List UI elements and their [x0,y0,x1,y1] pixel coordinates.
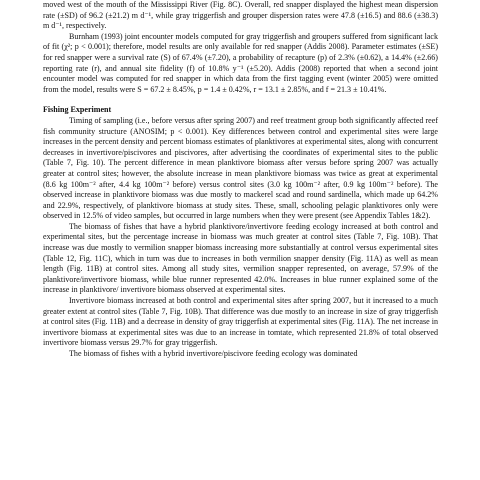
paragraph-dispersion-rates: moved west of the mouth of the Mississippi River (Fig. 8C). Overall, red snapper displayed the highest mean dispersion rate (±SD) of 96.2 (±21.2) m d⁻¹, while gray triggerfish and grouper dispersion rates were 47.8 (±16.5) and 88.6 (±38.3) m d⁻¹, respectively. [43,0,438,31]
paragraph-joint-encounter-models: Burnham (1993) joint encounter models computed for gray triggerfish and groupers suffered from significant lack of fit (χ²; p < 0.001); therefore, model results are only available for red snapper (Addis 2008). Parameter estimates (±SE) for red snapper were a survival rate (S) of 67.4% (±7.20), a probability of recapture (p) of 2.3% (±0.62), a 14.4% (±2.66) reporting rate (r), and annual site fidelity (f) of 10.8% y⁻¹ (±5.20). Addis (2008) reported that when a second joint encounter model was computed for red snapper in which data from the first tagging event (winter 2005) were omitted from the model, results were S = 67.2 ± 8.45%, p = 1.4 ± 0.42%, r = 13.1 ± 2.85%, and f = 21.3 ± 10.41%. [43,31,438,94]
paragraph-invertivore-piscivore-biomass: The biomass of fishes with a hybrid invertivore/piscivore feeding ecology was dominated [69,349,358,358]
paragraph-invertivore-biomass: Invertivore biomass increased at both control and experimental sites after spring 2007, but it increased to a much greater extent at control sites (Table 7, Fig. 10B). That difference was due mostly to an increase in size of gray triggerfish at control sites (Fig. 11B) and a decrease in density of gray triggerfish at experimental sites (Fig. 11A). The net increase in invertivore biomass at experimental sites was due to an increase in tomtate, which represented 21.8% of total observed invertivore biomass versus 29.7% for gray triggerfish. [43,296,438,348]
section-heading-fishing-experiment: Fishing Experiment [43,105,112,115]
paragraph-hybrid-planktivore-biomass: The biomass of fishes that have a hybrid planktivore/invertivore feeding ecology increased at both control and experimental sites, but the percentage increase in biomass was much greater at control sites (Table 7, Fig. 10B). That increase was due mostly to vermilion snapper biomass increasing more substantially at control versus experimental sites (Table 12, Fig. 11C), which in turn was due to increases in both vermilion snapper density (Fig. 11A) as well as mean length (Fig. 11B) at control sites. Among all study sites, vermilion snapper represented, on average, 57.9% of the planktivore/invertivore biomass, while blue runner represented 42.0%. Increases in blue runner explained some of the increase in planktivore/ invertivore biomass observed at experimental sites. [43,221,438,295]
paragraph-timing-of-sampling: Timing of sampling (i.e., before versus after spring 2007) and reef treatment group both significantly affected reef fish community structure (ANOSIM; p < 0.001). Key differences between control and experimental sites were large increases in the percent density and percent biomass estimates of planktivores at experimental sites, along with concurrent decreases in invertivore/piscivores and piscivores, after advertising the coordinates of experimental sites to the public (Table 7, Fig. 10). The percent difference in mean planktivore biomass after versus before spring 2007 was actually greater at control sites; however, the absolute increase in mean planktivore biomass was twice as great at experimental (8.6 kg 100m⁻² after, 4.4 kg 100m⁻² before) versus control sites (3.0 kg 100m⁻² after, 0.9 kg 100m⁻² before). The observed increase in planktivore biomass was due mostly to mackerel scad and round sardinella, which made up 64.2% and 22.9%, respectively, of planktivore biomass at study sites. These, small, schooling pelagic planktivores only were observed in 12.5% of video samples, but occurred in large numbers when they were present (see Appendix Tables 1&2). [43,115,438,221]
document-page [43,0,438,360]
